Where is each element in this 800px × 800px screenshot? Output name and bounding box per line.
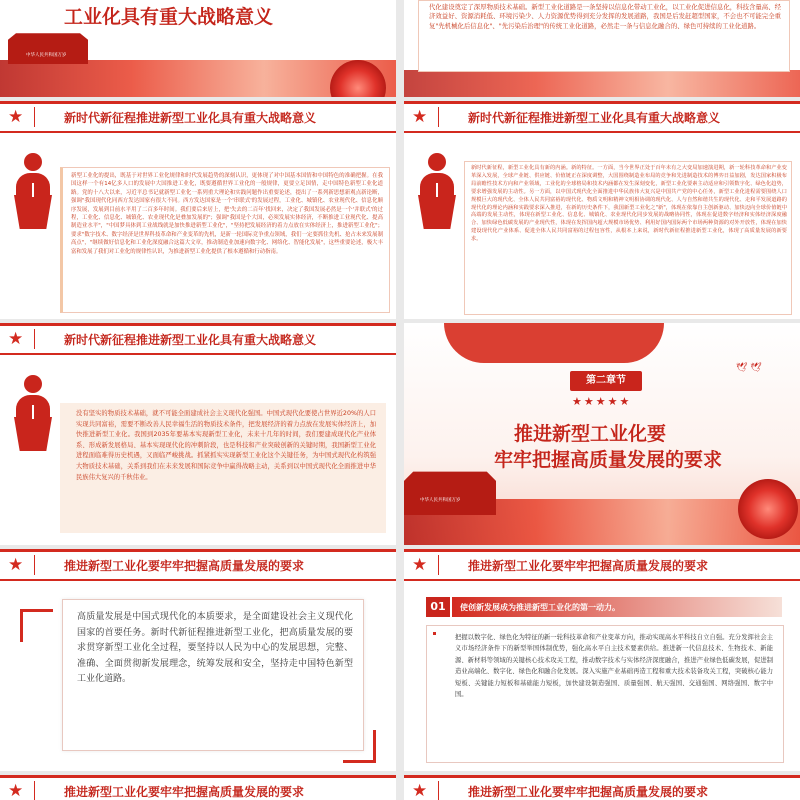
body-text: 没有坚实的物质技术基础，就不可能全面建成社会主义现代化强国。中国式现代化要使占世界近20%的人口实现共同富裕，需要不断改善人民幸福生活的物质技术条件，把发展经济的着力点放在发展实体经济上，加快推进新型工业化。我国到2035年要基本实现新型工业化，未来十几年的时间，我们要建成现代化产业体系、形成新发展格局、基本实现现代化的冲刺阶段，也是科技和产业突破创新的关键时期，我国新型工业化进程面临难得历史机遇，又面临严峻挑战。抓紧抓实实现新型工业化这个关键任务，为中国式现代化构筑强大物质技术基础，关系到我们在未来发展和国际竞争中赢得战略主动，关系到以中国式现代化全面推进中华民族伟大复兴的千秋伟业。 bbox=[76, 410, 376, 481]
header-bar bbox=[404, 101, 800, 104]
header-title: 推进新型工业化要牢牢把握高质量发展的要求 bbox=[468, 559, 709, 573]
header-divider bbox=[34, 329, 35, 349]
gate-sign: 中华人民共和国万岁 bbox=[26, 53, 67, 58]
peony-flower-decoration bbox=[738, 479, 798, 539]
speaker-podium-icon bbox=[8, 375, 58, 455]
star-icon: ★ bbox=[412, 781, 428, 800]
speaker-podium-icon bbox=[8, 153, 58, 233]
header-bar bbox=[0, 101, 396, 104]
header-bar bbox=[0, 549, 396, 552]
star-row-icon: ★★★★★ bbox=[572, 395, 632, 408]
slide-1 bbox=[0, 0, 396, 97]
body-text: 把握以数字化、绿色化为特征的新一轮科技革命和产业变革方向，推动实现高水平科技自立自强。充分发挥社会主义市场经济条件下的新型举国体制优势，强化高水平自主技术要素供给。推进新一代信息技术、生物技术、新能源、新材料等领域的关键核心技术攻关工程，推动数字技术与实体经济深度融合，推进产业绿色低碳发展，促进制造业高端化、数字化、绿色化和融合化发展。深入实施产业基础再造工程和重大技术装备攻关工程，突破核心能力短板、关键能力短板和基础能力短板，加快建设制造强国、质量强国、航天强国、交通强国、网络强国、数字中国。 bbox=[455, 634, 773, 699]
header-divider bbox=[438, 107, 439, 127]
slide-4 bbox=[404, 101, 800, 319]
slide-header bbox=[0, 101, 396, 133]
bullet-dot bbox=[433, 632, 436, 635]
body-text: 新时代新征程，新型工业化具有新的内涵。新的特征。一方面，当今世界正处于百年未有之大变局加速演进期，新一轮科技革命和产业变革深入发展，全球产业链、供应链、价值链正在深度调整，大国围绕制造业布局的竞争和先进制造技术的博弈日益加剧，发达国家积极布局前瞻性技术方向和产业领域，工业化的全球格局和技术内涵都在发生深刻变化，新型工业化要素主动适应和引领数字化、绿色化趋势，要求增强发展的主动性。另一方面，以中国式现代化全面推进中华民族伟大复兴是中国共产党的中心任务，新型工业化进程需要围绕人口规模巨大的现代化、全体人民共同富裕的现代化、物质文明和精神文明相协调的现代化、人与自然和谐共生的现代化、走和平发展道路的现代化的理论内涵和实践要求深入推进，在新的历史条件下，我国新型工业化之"新"，体现在依靠自主创新驱动、加快迈向全球价值链中高端的发展主动性，体现在新型工业化、信息化、城镇化、农业现代化同步发展的战略协同性，体现在促进数字经济和实体经济深度融合、加快绿色低碳发展的产业现代性，体现在发挥国内超大规模市场优势、利用好国内国际两个市场两种资源的对外开放性，体现在加快建设现代化产业体系、促进全体人民共同富裕的过程包容性，从根本上来说，新时代新征程推进新型工业化，体现了高质量发展的新要求。 bbox=[471, 165, 787, 243]
text-box bbox=[426, 625, 784, 763]
slide-header bbox=[404, 775, 800, 800]
header-title: 新时代新征程推进新型工业化具有重大战略意义 bbox=[64, 111, 317, 125]
slide-3 bbox=[0, 101, 396, 319]
star-icon: ★ bbox=[412, 107, 428, 127]
slide-header bbox=[404, 101, 800, 133]
dove-icon: 🕊 🕊 bbox=[736, 363, 762, 373]
slide-7 bbox=[0, 549, 396, 771]
section-number: 01 bbox=[426, 597, 450, 617]
header-divider bbox=[34, 781, 35, 800]
body-text: 高质量发展是中国式现代化的本质要求，是全面建设社会主义现代化国家的首要任务。新时代新征程推进新型工业化，把高质量发展的要求贯穿新型工业化全过程，要坚持以人民为中心的发展思想，完整、准确、全面贯彻新发展理念，统筹发展和安全，坚持走中国特色新型工业化道路。 bbox=[77, 612, 353, 685]
gate-sign: 中华人民共和国万岁 bbox=[420, 498, 461, 503]
red-banner-decoration bbox=[444, 323, 664, 363]
star-icon: ★ bbox=[8, 329, 24, 349]
header-bar bbox=[0, 775, 396, 778]
star-icon: ★ bbox=[8, 781, 24, 800]
speaker-podium-icon bbox=[412, 153, 462, 233]
text-box bbox=[60, 167, 390, 313]
header-title: 推进新型工业化要牢牢把握高质量发展的要求 bbox=[64, 785, 305, 799]
slide-6 bbox=[404, 323, 800, 545]
slide-header bbox=[0, 775, 396, 800]
header-bar bbox=[404, 549, 800, 552]
chapter-label: 第二章节 bbox=[570, 371, 642, 391]
slide-10 bbox=[404, 775, 800, 800]
text-box bbox=[60, 403, 386, 533]
body-text: 新型工业化的提出，既基于对世界工业化规律和时代发展趋势的深刻认识，更体现了对中国基本国情和中国特色的准确把握。在我国这样一个有14亿多人口的发展中大国推进工业化，既要遵循世界工业化的一般规律，更要立足国情，走中国特色新型工业化道路。党的十八大以来，习近平总书记就新型工业化一系列重大理论和实践问题作出重要论述，提出了一系列新思想新观点新论断，强调"我国现代化同西方发达国家有很大不同。西方发达国家是一个'串联式'的发展过程，工业化、城镇化、农业现代化、信息化顺序发展，发展到目前水平用了二百多年时间。我们要后来居上，把'失去的二百年'找回来，决定了我国发展必然是一个'并联式'的过程，工业化、信息化、城镇化、农业现代化是叠加发展的"；强调"我国是个大国，必须发展实体经济，不断推进工业现代化、提高制造业水平"，"中国梦具体到工业战线就是加快推进新型工业化"，"坚持把发展经济的着力点放在实体经济上，推进新型工业化"；要求"数字技术、数字经济是世界科技革命和产业变革的先机，是新一轮国际竞争重点领域，我们一定要抓住先机、抢占未来发展制高点"，"继续做好信息化和工业化深度融合这篇大文章，推动制造业加速向数字化、网络化、智能化发展"，这些重要论述，极大丰富和发展了我们对工业化的规律性认识，为推进新型工业化提供了根本遵循和行动指南。 bbox=[71, 173, 383, 255]
chapter-title-line1: 推进新型工业化要 bbox=[514, 423, 667, 445]
header-bar bbox=[0, 323, 396, 326]
corner-bracket-decoration bbox=[20, 609, 53, 642]
star-icon: ★ bbox=[8, 107, 24, 127]
text-box bbox=[464, 161, 792, 315]
slide-2 bbox=[404, 0, 800, 97]
header-title: 推进新型工业化要牢牢把握高质量发展的要求 bbox=[468, 785, 709, 799]
header-title: 新时代新征程推进新型工业化具有重大战略意义 bbox=[468, 111, 721, 125]
slide-header bbox=[0, 323, 396, 355]
header-divider bbox=[34, 107, 35, 127]
slide-9 bbox=[0, 775, 396, 800]
slide-title: 工业化具有重大战略意义 bbox=[64, 6, 274, 28]
star-icon: ★ bbox=[412, 555, 428, 575]
subtitle-text: 使创新发展成为推进新型工业化的第一动力。 bbox=[460, 603, 620, 612]
header-title: 新时代新征程推进新型工业化具有重大战略意义 bbox=[64, 333, 317, 347]
header-divider bbox=[438, 555, 439, 575]
text-box bbox=[418, 0, 790, 72]
slide-8 bbox=[404, 549, 800, 771]
text-box bbox=[62, 599, 364, 751]
header-title: 推进新型工业化要牢牢把握高质量发展的要求 bbox=[64, 559, 305, 573]
chapter-title-line2: 牢牢把握高质量发展的要求 bbox=[494, 449, 723, 471]
header-divider bbox=[438, 781, 439, 800]
red-ribbon-decoration bbox=[404, 70, 800, 97]
slide-header bbox=[0, 549, 396, 581]
header-bar bbox=[404, 775, 800, 778]
slide-5 bbox=[0, 323, 396, 545]
body-text: 代化建设奠定了深厚物质技术基础。新型工业化道路是一条坚持以信息化带动工业化，以工业化促进信息化，科技含量高、经济效益好、资源消耗低、环境污染少、人力资源优势得到充分发挥的发展道路，我国是后发赶超型国家，不会也不可能完全重复"先机械化后信息化"、"先污染后治理"的传统工业化道路，必然走一条与信息化融合的、绿色可持续的工业化道路。 bbox=[429, 3, 781, 30]
star-icon: ★ bbox=[8, 555, 24, 575]
header-divider bbox=[34, 555, 35, 575]
slide-header bbox=[404, 549, 800, 581]
